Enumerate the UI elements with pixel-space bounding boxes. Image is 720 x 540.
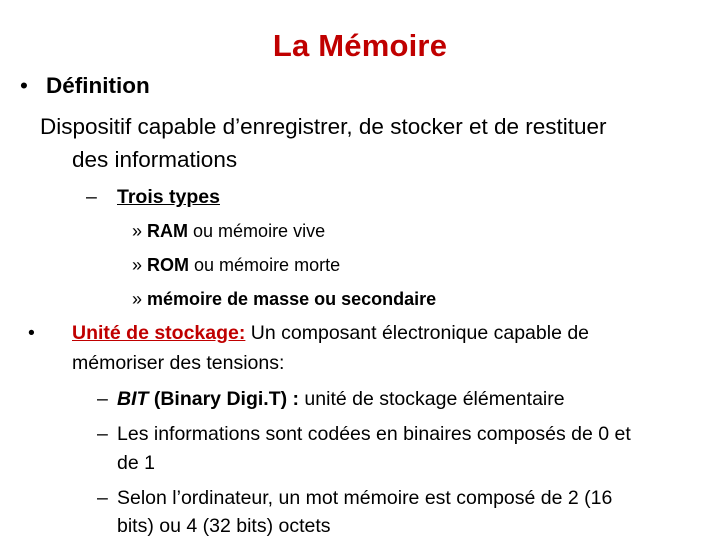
bit-dash: – — [97, 388, 108, 410]
binary-line1: Les informations sont codées en binaires composés de 0 et — [117, 423, 631, 445]
type-marker: » — [132, 221, 143, 241]
bit-expansion: (Binary Digi.T) : — [148, 388, 300, 410]
type-bold: mémoire de masse ou secondaire — [147, 289, 437, 309]
storage-text: Un composant électronique capable de — [245, 322, 590, 344]
bit-text: unité de stockage élémentaire — [299, 388, 565, 410]
definition-heading: Définition — [46, 73, 150, 98]
type-bold: ROM — [147, 255, 190, 275]
type-text: ou mémoire vive — [188, 221, 326, 241]
type-marker: » — [132, 289, 143, 309]
type-item-ram — [132, 221, 325, 242]
bit-abbrev: BIT — [117, 388, 149, 410]
type-bold: RAM — [147, 221, 189, 241]
slide-title: La Mémoire — [272, 28, 448, 63]
types-dash: – — [86, 186, 97, 208]
binary-dash: – — [97, 423, 108, 445]
word-line1: Selon l’ordinateur, un mot mémoire est composé de 2 (16 — [117, 487, 613, 509]
word-dash: – — [97, 487, 108, 509]
types-label: Trois types — [117, 186, 220, 208]
definition-bullet: • — [20, 73, 28, 98]
type-text: ou mémoire morte — [189, 255, 341, 275]
type-item-rom — [132, 255, 340, 276]
definition-body-line2: des informations — [72, 147, 238, 172]
definition-body-line1: Dispositif capable d’enregistrer, de stocker et de restituer — [40, 114, 607, 139]
binary-line2: de 1 — [117, 452, 155, 474]
storage-bullet: • — [28, 322, 35, 344]
type-item-masse — [132, 289, 436, 310]
type-marker: » — [132, 255, 143, 275]
storage-line2: mémoriser des tensions: — [72, 352, 285, 374]
storage-line1 — [72, 322, 589, 345]
word-line2: bits) ou 4 (32 bits) octets — [117, 515, 331, 537]
storage-label: Unité de stockage: — [72, 322, 246, 344]
bit-item — [117, 388, 565, 411]
